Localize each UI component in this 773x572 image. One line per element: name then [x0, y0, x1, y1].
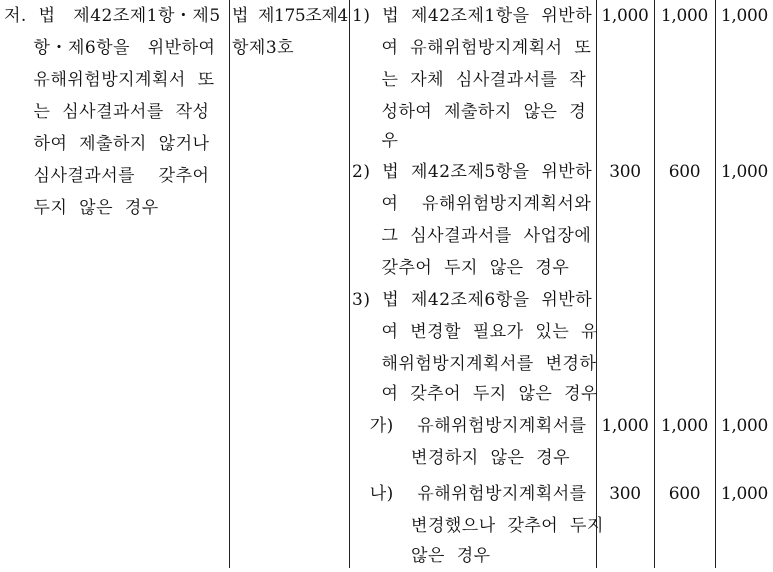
item-line: 여 유해위험방지계획서 또 — [352, 38, 592, 58]
violation-line: 저. 법 제42조제1항・제5 — [4, 6, 221, 26]
violation-line: 하여 제출하지 않거나 — [4, 134, 210, 154]
fine-first: 1,000 — [601, 416, 649, 436]
violation-line: 는 심사결과서를 작성 — [4, 102, 210, 122]
fine-first: 300 — [609, 162, 641, 182]
fine-third: 1,000 — [720, 162, 769, 182]
fine-second: 600 — [668, 162, 701, 182]
fine-second: 1,000 — [660, 416, 709, 436]
item-line: 변경하지 않은 경우 — [352, 448, 571, 468]
item-line: 성하여 제출하지 않은 경 — [352, 102, 587, 122]
item-line: 갖추어 두지 않은 경우 — [352, 258, 570, 278]
item-line: 않은 경우 — [352, 546, 491, 566]
fine-first: 300 — [609, 484, 641, 504]
item-line: 여 유해위험방지계획서와 — [352, 194, 592, 214]
item-line: 3) 법 제42조제6항을 위반하 — [352, 290, 593, 310]
item-line: 가) 유해위험방지계획서를 — [352, 416, 587, 436]
fine-third: 1,000 — [720, 416, 769, 436]
item-line: 여 변경할 필요가 있는 유 — [352, 322, 598, 342]
fine-third: 1,000 — [720, 484, 769, 504]
violation-line: 두지 않은 경우 — [4, 198, 159, 218]
fine-second: 600 — [668, 484, 701, 504]
violation-line: 유해위험방지계획서 또 — [4, 70, 215, 90]
item-line: 변경했으나 갖추어 두지 — [352, 516, 604, 536]
item-line: 해위험방지계획서를 변경하 — [352, 354, 597, 374]
item-line: 나) 유해위험방지계획서를 — [352, 484, 587, 504]
law-line: 법 제175조제4 — [232, 6, 348, 26]
law-line: 항제3호 — [232, 38, 295, 58]
fine-second: 1,000 — [660, 6, 709, 26]
fine-third: 1,000 — [720, 6, 769, 26]
item-line: 여 갖추어 두지 않은 경우 — [352, 384, 598, 404]
violation-line: 항・제6항을 위반하여 — [4, 38, 216, 58]
item-line: 2) 법 제42조제5항을 위반하 — [352, 162, 593, 182]
fine-first: 1,000 — [601, 6, 649, 26]
column-divider — [349, 0, 350, 568]
item-line: 1) 법 제42조제1항을 위반하 — [352, 6, 593, 26]
item-line: 그 심사결과서를 사업장에 — [352, 226, 592, 246]
item-line: 우 — [352, 131, 399, 151]
column-divider — [229, 0, 230, 568]
violation-line: 심사결과서를 갖추어 — [4, 166, 210, 186]
item-line: 는 자체 심사결과서를 작 — [352, 70, 587, 90]
